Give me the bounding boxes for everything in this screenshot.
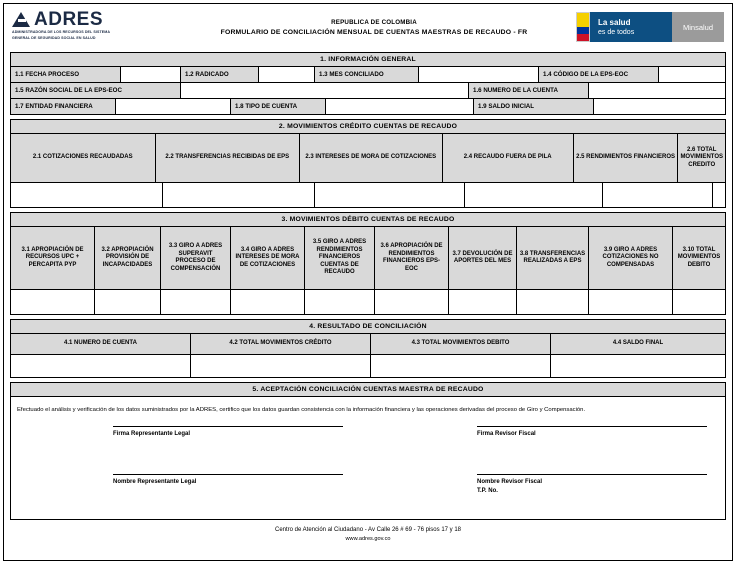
section-resultado-conciliacion (10, 319, 726, 378)
label-radicado: 1.2 RADICADO (181, 67, 259, 82)
certification-paragraph: Efectuado el análisis y verificación de los datos suministrados por la ADRES, certifico que los datos guardan consistencia con la información financiera y las operaciones derivadas del proceso de Giro y Compensación. (17, 407, 586, 413)
section1-row-2 (11, 83, 725, 99)
col-total-movimientos-debito: 3.10 TOTAL MOVIMIENTOS DEBITO (673, 227, 725, 289)
section3-header-row (11, 227, 725, 290)
col-giro-adres-rendimientos-recaudo: 3.5 GIRO A ADRES RENDIMIENTOS FINANCIEROS CUENTAS DE RECAUDO (305, 227, 375, 289)
nombre-revisor-fiscal-label: Nombre Revisor Fiscal (477, 479, 543, 485)
value-total-movimientos-credito[interactable] (713, 183, 725, 207)
value-apropiacion-provision-incapacidades[interactable] (95, 290, 161, 314)
label-mes-conciliado: 1.3 MES CONCILIADO (315, 67, 419, 82)
section-aceptacion-conciliacion (10, 382, 726, 520)
col-cotizaciones-recaudadas: 2.1 COTIZACIONES RECAUDADAS (11, 134, 156, 182)
firma-representante-legal-label: Firma Representante Legal (113, 431, 191, 437)
section4-header-row (11, 334, 725, 355)
firma-representante-legal-line[interactable] (113, 425, 343, 427)
adres-logo (10, 10, 172, 41)
input-numero-cuenta[interactable] (589, 83, 725, 98)
section1-row-3 (11, 99, 725, 114)
nombre-revisor-fiscal-line[interactable] (477, 473, 707, 475)
signature-column-left (113, 425, 413, 487)
form-frame (3, 3, 733, 561)
value-rendimientos-financieros[interactable] (603, 183, 713, 207)
value-recaudo-fuera-de-pila[interactable] (465, 183, 603, 207)
section-movimientos-credito (10, 119, 726, 208)
input-razon-social[interactable] (181, 83, 469, 98)
section3-title: 3. MOVIMIENTOS DÉBITO CUENTAS DE RECAUDO (11, 213, 725, 227)
footer-url[interactable]: www.adres.gov.co (345, 536, 391, 542)
value-transferencias-realizadas-eps[interactable] (517, 290, 589, 314)
section3-value-row (11, 290, 725, 314)
input-mes-conciliado[interactable] (419, 67, 539, 82)
input-radicado[interactable] (259, 67, 315, 82)
salud-line2: es de todos (598, 28, 635, 36)
value-total-movimientos-debito[interactable] (673, 290, 725, 314)
col-saldo-final: 4.4 SALDO FINAL (551, 334, 725, 354)
tarjeta-profesional-label: T.P. No. (477, 488, 498, 494)
col-apropiacion-rendimientos-eps: 3.6 APROPIACIÓN DE RENDIMIENTOS FINANCIEROS EPS-EOC (375, 227, 449, 289)
firma-revisor-fiscal-label: Firma Revisor Fiscal (477, 431, 536, 437)
label-codigo-eps: 1.4 CÓDIGO DE LA EPS-EOC (539, 67, 659, 82)
col-total-movimientos-credito-resultado: 4.2 TOTAL MOVIMIENTOS CRÉDITO (191, 334, 371, 354)
col-giro-adres-cotizaciones-no-compensadas: 3.9 GIRO A ADRES COTIZACIONES NO COMPENSADAS (589, 227, 673, 289)
nombre-representante-legal-label: Nombre Representante Legal (113, 479, 197, 485)
section2-value-row (11, 183, 725, 207)
value-apropiacion-rendimientos-eps[interactable] (375, 290, 449, 314)
la-salud-es-de-todos-logo (590, 12, 672, 42)
label-entidad-financiera: 1.7 ENTIDAD FINANCIERA (11, 99, 116, 114)
col-numero-de-cuenta: 4.1 NUMERO DE CUENTA (11, 334, 191, 354)
section4-title: 4. RESULTADO DE CONCILIACIÓN (11, 320, 725, 334)
adres-logo-subtitle-line1: ADMINISTRADORA DE LOS RECURSOS DEL SISTEMA (12, 30, 111, 34)
col-giro-adres-intereses-mora: 3.4 GIRO A ADRES INTERESES DE MORA DE COTIZACIONES (231, 227, 305, 289)
value-numero-de-cuenta[interactable] (11, 355, 191, 377)
label-razon-social: 1.5 RAZÓN SOCIAL DE LA EPS-EOC (11, 83, 181, 98)
section-movimientos-debito (10, 212, 726, 315)
value-giro-adres-superavit[interactable] (161, 290, 231, 314)
input-saldo-inicial[interactable] (594, 99, 725, 114)
minsalud-logo: Minsalud (672, 12, 724, 42)
firma-revisor-fiscal-line[interactable] (477, 425, 707, 427)
input-fecha-proceso[interactable] (121, 67, 181, 82)
nombre-representante-legal-line[interactable] (113, 473, 343, 475)
signature-area (17, 425, 719, 515)
signature-column-right (477, 425, 736, 496)
col-transferencias-realizadas-eps: 3.8 TRANSFERENCIAS REALIZADAS A EPS (517, 227, 589, 289)
value-transferencias-recibidas-eps[interactable] (163, 183, 315, 207)
label-saldo-inicial: 1.9 SALDO INICIAL (474, 99, 594, 114)
salud-line1: La salud (598, 17, 631, 27)
col-giro-adres-superavit: 3.3 GIRO A ADRES SUPERAVIT PROCESO DE COMPENSACIÓN (161, 227, 231, 289)
value-giro-adres-intereses-mora[interactable] (231, 290, 305, 314)
form-inner (8, 8, 728, 556)
page-title (172, 10, 576, 38)
col-devolucion-aportes-mes: 3.7 DEVOLUCIÓN DE APORTES DEL MES (449, 227, 517, 289)
input-tipo-cuenta[interactable] (326, 99, 474, 114)
adres-triangle-icon (12, 11, 32, 28)
value-apropiacion-recursos-upc[interactable] (11, 290, 95, 314)
colombia-flag-icon (576, 12, 590, 42)
label-tipo-cuenta: 1.8 TIPO DE CUENTA (231, 99, 326, 114)
document-footer (8, 526, 728, 544)
footer-address: Centro de Atención al Ciudadano - Av Calle 26 # 69 - 76 pisos 17 y 18 (274, 527, 461, 533)
section2-title: 2. MOVIMIENTOS CRÉDITO CUENTAS DE RECAUDO (11, 120, 725, 134)
section5-body (11, 397, 725, 519)
col-apropiacion-provision-incapacidades: 3.2 APROPIACIÓN PROVISIÓN DE INCAPACIDADES (95, 227, 161, 289)
value-giro-adres-rendimientos-recaudo[interactable] (305, 290, 375, 314)
label-numero-cuenta: 1.6 NUMERO DE LA CUENTA (469, 83, 589, 98)
value-giro-adres-cotizaciones-no-compensadas[interactable] (589, 290, 673, 314)
input-codigo-eps[interactable] (659, 67, 725, 82)
col-rendimientos-financieros: 2.5 RENDIMIENTOS FINANCIEROS (574, 134, 679, 182)
col-apropiacion-recursos-upc: 3.1 APROPIACIÓN DE RECURSOS UPC + PERCAPITA PYP (11, 227, 95, 289)
section5-title: 5. ACEPTACIÓN CONCILIACIÓN CUENTAS MAESTRA DE RECAUDO (11, 383, 725, 397)
section1-row-1 (11, 67, 725, 83)
adres-logo-text: ADRES (34, 9, 104, 30)
col-intereses-mora-cotizaciones: 2.3 INTERESES DE MORA DE COTIZACIONES (300, 134, 443, 182)
adres-logo-subtitle-line2: GENERAL DE SEGURIDAD SOCIAL EN SALUD (12, 36, 96, 40)
col-total-movimientos-credito: 2.6 TOTAL MOVIMIENTOS CREDITO (678, 134, 725, 182)
col-transferencias-recibidas-eps: 2.2 TRANSFERENCIAS RECIBIDAS DE EPS (156, 134, 301, 182)
value-devolucion-aportes-mes[interactable] (449, 290, 517, 314)
document-header (8, 8, 728, 52)
page-title-form: FORMULARIO DE CONCILIACIÓN MENSUAL DE CUENTAS MAESTRAS DE RECAUDO - FR (220, 29, 528, 36)
section4-value-row (11, 355, 725, 377)
section1-title: 1. INFORMACIÓN GENERAL (11, 53, 725, 67)
label-fecha-proceso: 1.1 FECHA PROCESO (11, 67, 121, 82)
section-informacion-general (10, 52, 726, 115)
value-cotizaciones-recaudadas[interactable] (11, 183, 163, 207)
section2-header-row (11, 134, 725, 183)
value-saldo-final[interactable] (551, 355, 725, 377)
col-total-movimientos-debito-resultado: 4.3 TOTAL MOVIMIENTOS DEBITO (371, 334, 551, 354)
value-total-movimientos-debito-resultado[interactable] (371, 355, 551, 377)
government-brand-block (576, 12, 724, 42)
value-total-movimientos-credito-resultado[interactable] (191, 355, 371, 377)
input-entidad-financiera[interactable] (116, 99, 231, 114)
value-intereses-mora-cotizaciones[interactable] (315, 183, 465, 207)
col-recaudo-fuera-de-pila: 2.4 RECAUDO FUERA DE PILA (443, 134, 574, 182)
page-title-country: REPUBLICA DE COLOMBIA (331, 19, 417, 26)
